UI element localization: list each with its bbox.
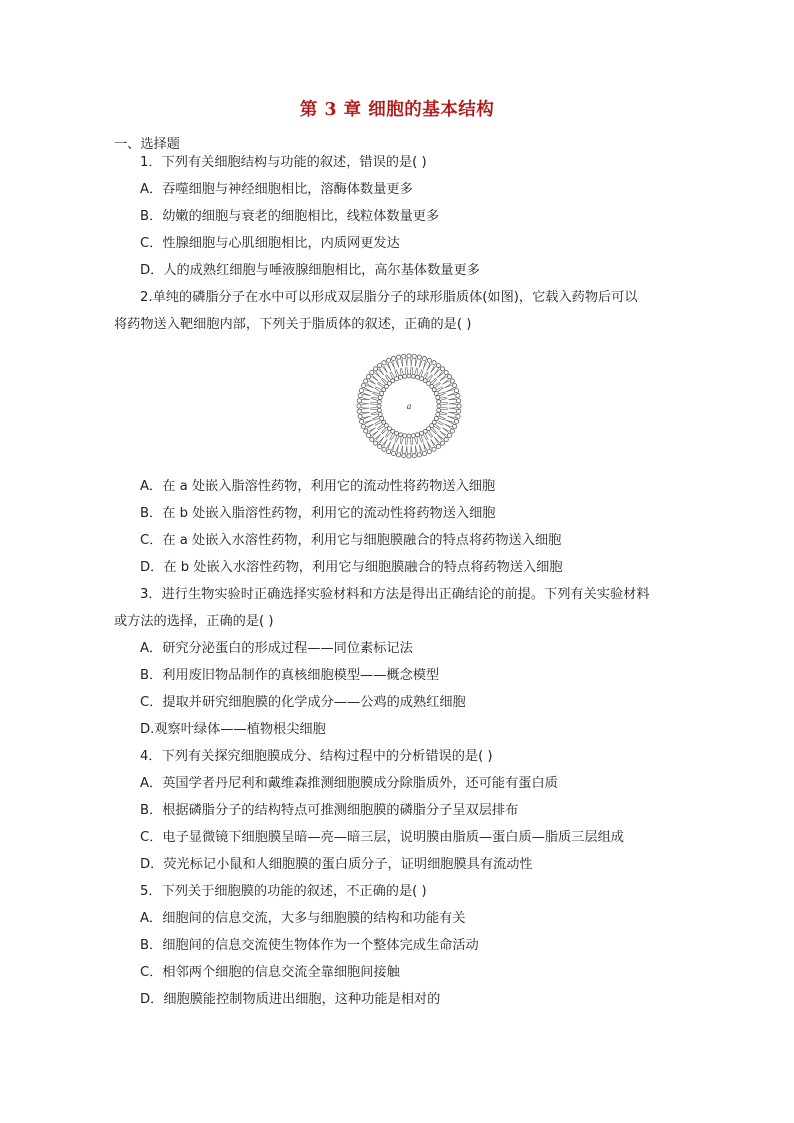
phospholipid-head [380,416,384,420]
phospholipid-tail [432,379,437,384]
phospholipid-tail [417,437,418,444]
phospholipid-tail [407,358,408,366]
phospholipid-tail [437,373,443,378]
phospholipid-head [450,379,454,383]
question-3-option-d: D.观察叶绿体——植物根尖细胞 [140,722,326,737]
phospholipid-head [361,424,365,428]
question-4-option-d: D．荧光标记小鼠和人细胞膜的蛋白质分子，证明细胞膜具有流动性 [140,857,533,872]
phospholipid-head [403,434,407,438]
phospholipid-head [415,375,419,379]
question-3-option-a: A．研究分泌蛋白的形成过程——同位素标记法 [140,641,413,656]
question-2-option-a: A．在 a 处嵌入脂溶性药物，利用它的流动性将药物送入细胞 [140,479,496,494]
phospholipid-head [454,419,458,423]
question-5-option-d: D．细胞膜能控制物质进出细胞，这种功能是相对的 [140,992,441,1007]
phospholipid-tail [431,429,436,434]
phospholipid-head [364,379,368,383]
section-heading: 一、选择题 [114,137,180,152]
phospholipid-head [358,414,362,418]
phospholipid-tail [401,368,403,375]
phospholipid-tail [448,394,456,395]
phospholipid-tail [434,369,440,375]
phospholipid-tail [377,424,382,429]
chapter-title: 第 3 章 细胞的基本结构 [299,100,495,120]
phospholipid-tail [434,437,438,444]
phospholipid-head [447,433,451,437]
phospholipid-tail [374,388,380,392]
phospholipid-head [432,388,436,392]
phospholipid-tail [425,372,428,378]
phospholipid-head [412,454,416,458]
phospholipid-head [382,420,386,424]
phospholipid-head [391,356,395,360]
phospholipid-tail [410,367,411,374]
phospholipid-tail [396,445,399,452]
phospholipid-head [366,433,370,437]
phospholipid-head [402,454,406,458]
question-3-stem-line-2: 或方法的选择，正确的是( ) [114,614,274,629]
question-5-option-c: C．相邻两个细胞的信息交流全靠细胞间接触 [140,965,400,980]
phospholipid-head [407,454,411,458]
phospholipid-tail [370,407,377,408]
phospholipid-tail [378,426,384,430]
question-2-option-d: D．在 b 处嵌入水溶性药物，利用它与细胞膜融合的特点将药物送入细胞 [140,560,563,575]
question-1-option-b: B．幼嫩的细胞与衰老的细胞相比，线粒体数量更多 [140,209,440,224]
phospholipid-head [436,412,440,416]
phospholipid-tail [407,367,408,374]
phospholipid-head [370,437,374,441]
phospholipid-tail [370,404,377,405]
phospholipid-head [415,433,419,437]
phospholipid-head [387,358,391,362]
question-4-stem: 4．下列有关探究细胞膜成分、结构过程中的分析错误的是( ) [140,749,493,764]
phospholipid-tail [419,445,420,453]
phospholipid-tail [423,435,427,441]
phospholipid-head [423,429,427,433]
phospholipid-tail [374,420,380,424]
phospholipid-tail [411,446,412,454]
phospholipid-tail [375,434,381,439]
phospholipid-head [364,429,368,433]
liposome-label-a: a [406,402,412,411]
phospholipid-tail [375,422,381,425]
phospholipid-head [457,399,461,403]
phospholipid-tail [438,388,444,392]
phospholipid-tail [440,397,447,398]
phospholipid-head [417,355,421,359]
phospholipid-head [361,384,365,388]
phospholipid-head [395,377,399,381]
question-1-option-d: D．人的成熟红细胞与唾液腺细胞相比，高尔基体数量更多 [140,263,480,278]
phospholipid-tail [363,393,370,396]
phospholipid-head [432,447,436,451]
phospholipid-tail [385,375,389,381]
liposome-figure [355,352,463,460]
phospholipid-tail [380,368,384,375]
question-2-stem-line-2: 将药物送入靶细胞内部，下列关于脂质体的叙述，正确的是( ) [114,317,472,332]
question-1-option-c: C．性腺细胞与心肌细胞相比，内质网更发达 [140,236,400,251]
phospholipid-tail [386,374,391,379]
phospholipid-tail [397,360,398,368]
phospholipid-tail [440,377,447,381]
phospholipid-head [366,375,370,379]
phospholipid-tail [438,420,444,424]
phospholipid-head [437,400,441,404]
phospholipid-head [436,363,440,367]
phospholipid-head [391,379,395,383]
phospholipid-head [444,437,448,441]
phospholipid-head [357,404,361,408]
phospholipid-head [378,412,382,416]
question-4-option-b: B．根据磷脂分子的结构特点可推测细胞膜的磷脂分子呈双层排布 [140,803,519,818]
phospholipid-head [447,375,451,379]
phospholipid-head [434,392,438,396]
phospholipid-tail [437,387,443,390]
phospholipid-head [399,433,403,437]
phospholipid-head [456,394,460,398]
phospholipid-head [391,451,395,455]
question-1-option-a: A．吞噬细胞与神经细胞相比，溶酶体数量更多 [140,182,413,197]
phospholipid-head [397,355,401,359]
question-3-option-b: B．利用废旧物品制作的真核细胞模型——概念模型 [140,668,440,683]
phospholipid-tail [391,371,395,377]
phospholipid-tail [391,435,395,441]
phospholipid-tail [440,414,447,415]
phospholipid-head [440,367,444,371]
phospholipid-head [457,404,461,408]
phospholipid-head [417,453,421,457]
phospholipid-head [419,431,423,435]
phospholipid-tail [376,372,381,378]
phospholipid-tail [427,374,432,379]
phospholipid-tail [425,434,428,440]
phospholipid-tail [361,408,369,409]
question-4-option-a: A．英国学者丹尼利和戴维森推测细胞膜成分除脂质外，还可能有蛋白质 [140,776,558,791]
phospholipid-head [395,431,399,435]
phospholipid-head [457,409,461,413]
phospholipid-tail [415,438,417,445]
phospholipid-head [402,354,406,358]
phospholipid-head [450,429,454,433]
phospholipid-head [399,375,403,379]
phospholipid-tail [441,412,448,414]
phospholipid-tail [372,375,378,381]
phospholipid-head [427,358,431,362]
phospholipid-head [380,392,384,396]
phospholipid-head [432,361,436,365]
phospholipid-tail [432,428,437,433]
phospholipid-head [427,450,431,454]
phospholipid-tail [419,360,422,367]
phospholipid-head [444,370,448,374]
phospholipid-tail [400,368,401,375]
phospholipid-head [436,444,440,448]
phospholipid-tail [378,437,384,443]
phospholipid-tail [400,437,401,444]
phospholipid-head [453,384,457,388]
phospholipid-tail [448,416,455,419]
question-5-stem: 5．下列关于细胞膜的功能的叙述，不正确的是( ) [140,884,427,899]
phospholipid-tail [371,431,378,435]
phospholipid-head [378,444,382,448]
question-3-option-c: C．提取并研究细胞膜的化学成分——公鸡的成熟红细胞 [140,695,466,710]
phospholipid-tail [386,432,391,437]
phospholipid-head [378,363,382,367]
phospholipid-head [359,419,363,423]
question-5-option-b: B．细胞间的信息交流使生物体作为一个整体完成生命活动 [140,938,479,953]
phospholipid-head [407,354,411,358]
phospholipid-tail [382,378,387,383]
phospholipid-tail [434,426,440,430]
phospholipid-head [373,441,377,445]
phospholipid-head [437,408,441,412]
phospholipid-head [422,451,426,455]
phospholipid-tail [381,428,386,433]
phospholipid-tail [429,431,433,437]
phospholipid-tail [390,372,393,378]
phospholipid-head [437,404,441,408]
phospholipid-tail [371,412,378,414]
phospholipid-tail [390,434,393,440]
phospholipid-tail [378,382,384,386]
phospholipid-tail [381,379,386,384]
phospholipid-head [422,356,426,360]
phospholipid-head [382,447,386,451]
phospholipid-head [411,374,415,378]
phospholipid-head [403,374,407,378]
phospholipid-head [434,416,438,420]
phospholipid-tail [375,387,381,390]
phospholipid-head [357,409,361,413]
phospholipid-tail [423,371,427,377]
phospholipid-head [377,408,381,412]
phospholipid-tail [429,375,433,381]
question-1-stem: 1．下列有关细胞结构与功能的叙述，错误的是( ) [140,155,427,170]
phospholipid-head [382,361,386,365]
phospholipid-head [377,404,381,408]
phospholipid-tail [437,422,443,425]
question-3-stem-line-1: 3．进行生物实验时正确选择实验材料和方法是得出正确结论的前提。下列有关实验材料 [140,587,650,602]
question-4-option-c: C．电子显微镜下细胞膜呈暗—亮—暗三层，说明膜由脂质—蛋白质—脂质三层组成 [140,830,624,845]
phospholipid-tail [385,431,389,437]
phospholipid-head [397,453,401,457]
phospholipid-tail [371,397,378,398]
phospholipid-tail [371,398,378,400]
phospholipid-tail [401,438,403,445]
phospholipid-head [440,441,444,445]
phospholipid-tail [431,378,436,383]
phospholipid-head [378,396,382,400]
phospholipid-tail [437,434,442,440]
phospholipid-head [436,396,440,400]
phospholipid-tail [434,382,440,386]
phospholipid-head [407,434,411,438]
phospholipid-head [370,370,374,374]
question-2-stem-line-1: 2.单纯的磷脂分子在水中可以形成双层脂分子的球形脂质体(如图)，它载入药物后可以 [140,290,638,305]
phospholipid-head [412,354,416,358]
phospholipid-tail [441,398,448,400]
phospholipid-tail [410,438,411,445]
phospholipid-tail [441,404,448,405]
phospholipid-head [377,400,381,404]
phospholipid-head [373,367,377,371]
phospholipid-tail [440,431,446,437]
phospholipid-head [456,414,460,418]
phospholipid-head [454,388,458,392]
phospholipid-tail [415,368,417,375]
phospholipid-head [453,424,457,428]
phospholipid-tail [363,416,371,417]
phospholipid-head [419,377,423,381]
phospholipid-head [407,374,411,378]
phospholipid-tail [427,432,432,437]
phospholipid-tail [435,424,440,429]
phospholipid-tail [441,407,448,408]
phospholipid-head [358,394,362,398]
phospholipid-tail [377,383,382,388]
phospholipid-head [411,434,415,438]
question-5-option-a: A．细胞间的信息交流，大多与细胞膜的结构和功能有关 [140,911,466,926]
phospholipid-head [387,450,391,454]
phospholipid-head [357,399,361,403]
phospholipid-tail [407,438,408,445]
phospholipid-tail [417,368,418,375]
phospholipid-tail [435,383,440,388]
phospholipid-tail [371,414,378,415]
question-2-option-b: B．在 b 处嵌入脂溶性药物，利用它的流动性将药物送入细胞 [140,506,496,521]
phospholipid-head [359,388,363,392]
phospholipid-tail [382,429,387,434]
question-2-option-c: C．在 a 处嵌入水溶性药物，利用它与细胞膜融合的特点将药物送入细胞 [140,533,562,548]
